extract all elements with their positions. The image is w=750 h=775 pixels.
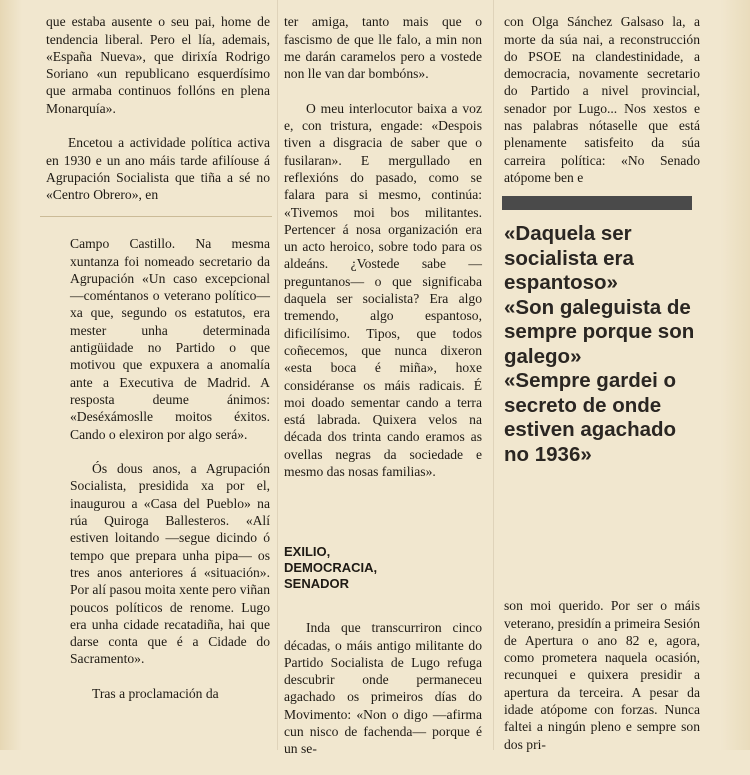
paragraph: Ós dous anos, a Agrupación Socialista, presidida xa por el, inaugurou a «Casa del Pueblo» na rúa Quiroga Ballesteros. «Alí estiven loitando —segue dicindo ó tempo que prepara unha pipa— os tres anos anteriores á «situación». Por alí pasou moita xente pero viñan poucos políticos de renome. Lugo era unha cidade recatadiña, hai que darse conta que é a Cidade do Sacramento». bbox=[70, 461, 270, 667]
column-1-top bbox=[46, 0, 270, 221]
column-gutter bbox=[277, 0, 278, 750]
paragraph: Campo Castillo. Na mesma xuntanza foi nomeado secretario da Agrupación «Un caso excepcional —coméntanos o veterano político— xa que, segundo os estatutos, era mester unha determinada antigüidade no Partido o que motivou que expuxera a anomalía ante a Executiva de Madrid. A resposta deume ánimos: «Deséxámoslle moitos éxitos. Cando o elexiron por algo será». bbox=[70, 236, 270, 442]
paragraph: ter amiga, tanto mais que o fascismo de que lle falo, a min non me darán caramelos pero a vostede non lle van dar bombóns». bbox=[284, 14, 482, 82]
paragraph: Encetou a actividade política activa en 1930 e un ano máis tarde afilíouse á Agrupación Socialista que tiña a sé no «Centro Obrero», en bbox=[46, 135, 270, 203]
subheading: EXILIO, DEMOCRACIA, SENADOR bbox=[284, 544, 378, 591]
paper-edge-left bbox=[0, 0, 22, 750]
pull-quote: «Daquela ser socialista era espantoso» «Son galeguista de sempre porque son galego» «Sempre gardei o secreto de onde estiven agachado no 1936» bbox=[504, 222, 695, 466]
column-3-bottom bbox=[504, 580, 700, 770]
paragraph: son moi querido. Por ser o máis veterano, presidín a primeira Sesión de Apertura o ano 82 e, agora, como prometera naquela ocasión, recunquei e quixera presidir a apertura da terceira. A pesar da idade atópome con forzas. Nunca faltei a ningún pleno e sempre son dos pri- bbox=[504, 598, 700, 752]
paragraph: que estaba ausente o seu pai, home de tendencia liberal. Pero el lía, ademais, «España Nueva», que dirixía Rodrigo Soriano «un republicano esquerdísimo que armaba continuos follóns en plena Monarquía». bbox=[46, 14, 270, 116]
paragraph: Inda que transcurriron cinco décadas, o máis antigo militante do Partido Socialista de Lugo refuga descubrir onde permaneceu agachado os primeiros días do Movimento: «Non o digo —afirma cun nisco de fachenda— porque é un se- bbox=[284, 620, 482, 757]
clipping-cut-line bbox=[40, 216, 272, 217]
column-1-bottom bbox=[70, 218, 270, 720]
paragraph: con Olga Sánchez Galsaso la, a morte da súa nai, a reconstrucción do PSOE na clandestinidade, a democracia, novamente secretario do Partido a nivel provincial, senador por Lugo... Nos xestos e nas palabras nótaselle que está plenamente satisfeito da súa carreira política: «No Senado atópome ben e bbox=[504, 14, 700, 185]
quote-rule-bar bbox=[502, 196, 692, 210]
paragraph: O meu interlocutor baixa a voz e, con tristura, engade: «Despois tiven a disgracia de saber que o fusilaran». E mergullado en reflexións do pasado, como se falara para si mesmo, continúa: «Tivemos moi bos militantes. Pertencer á nosa organización era un acto heroico, sobre todo para os aldeáns. ¿Vostede sabe —preguntanos— o que significaba daquela ser socialista? Era algo tremendo, algo espantoso, dificilísimo. Tipos, que todos coñecemos, que nunca dixeron «esta boca é miña», hoxe considéranse os máis radicais. É moi doado sementar cando a terra está labrada. Quixera velos na década dos trinta cando eramos as ovellas negras da sociedade e mesmo das nosas familias». bbox=[284, 100, 482, 480]
column-2-top bbox=[284, 0, 482, 498]
paragraph: Tras a proclamación da bbox=[92, 686, 219, 702]
column-gutter bbox=[493, 0, 494, 750]
column-2-bottom bbox=[284, 602, 482, 775]
paper-edge-right bbox=[720, 0, 750, 750]
column-3-top bbox=[504, 0, 700, 204]
